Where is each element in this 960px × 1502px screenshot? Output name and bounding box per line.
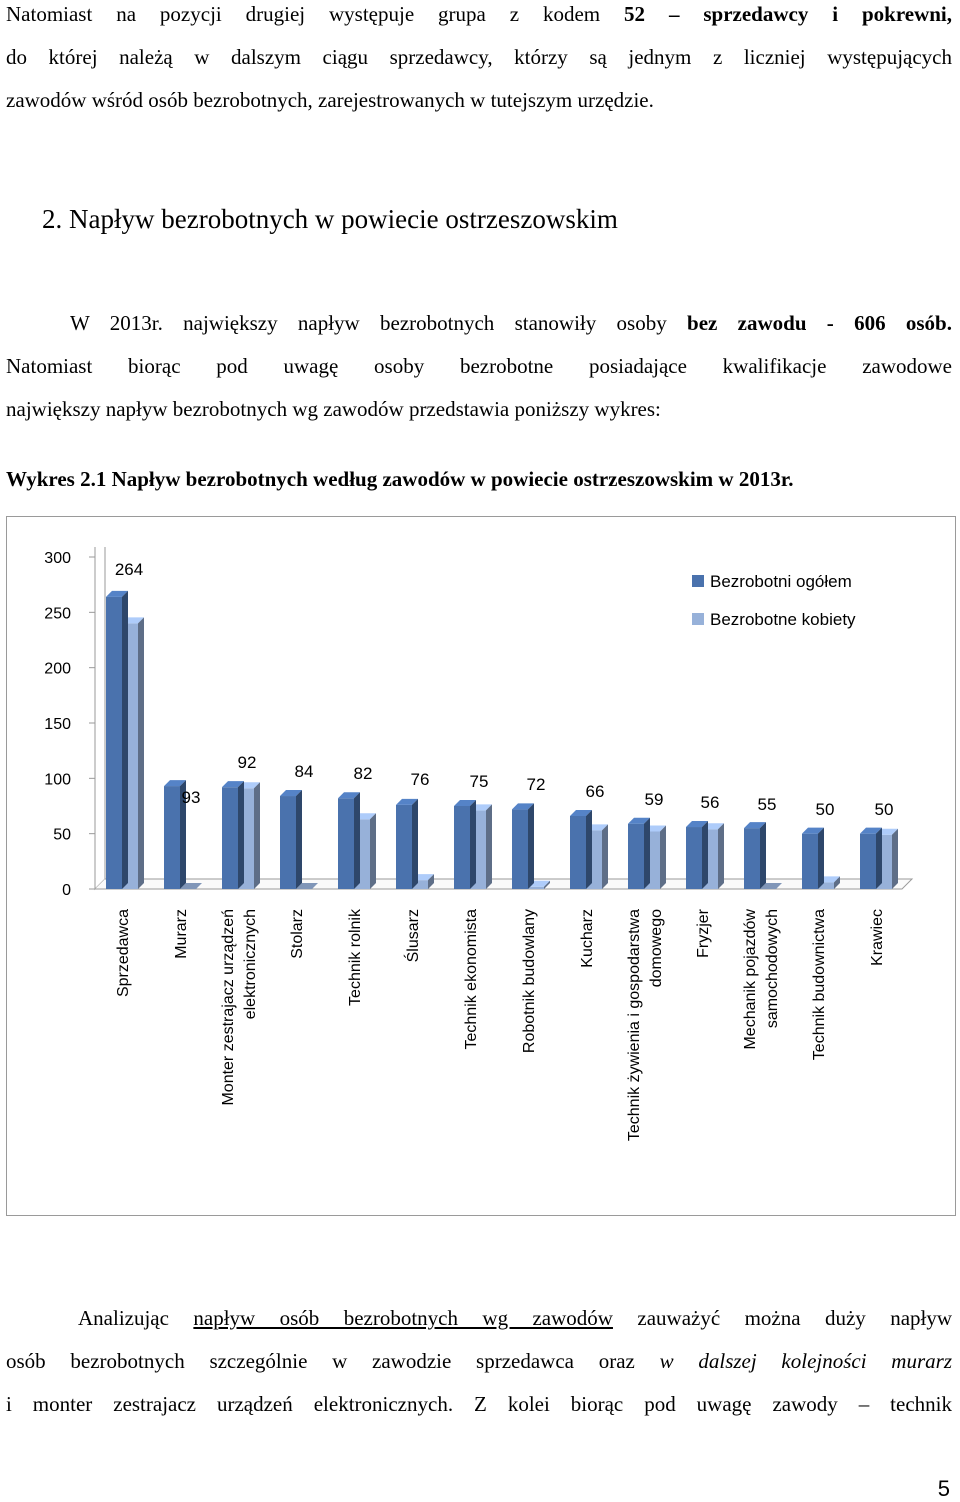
chart-back-wall: [95, 547, 105, 889]
category-label: Technik budownictwa: [811, 909, 829, 1061]
bar-ogolem: [512, 803, 534, 889]
section-line-2: Natomiast biorąc pod uwagę osoby bezrobotne posiadające kwalifikacje zawodowe: [6, 354, 952, 378]
legend-label: Bezrobotni ogółem: [710, 572, 852, 591]
legend-swatch: [692, 613, 704, 625]
category-label: Robotnik budowlany: [521, 909, 539, 1054]
data-label: 50: [874, 800, 894, 819]
legend-label: Bezrobotne kobiety: [710, 610, 856, 629]
y-tick-label: 50: [53, 826, 71, 844]
chart-caption: Wykres 2.1 Napływ bezrobotnych według zawodów w powiecie ostrzeszowskim w 2013r.: [6, 467, 794, 491]
data-label: 55: [757, 795, 777, 814]
intro-paragraph: [6, 0, 952, 122]
category-label: Murarz: [173, 909, 191, 959]
category-label: Stolarz: [289, 909, 307, 959]
bar-ogolem: [280, 790, 302, 889]
category-label: Fryzjer: [695, 909, 713, 958]
category-label: elektronicznych: [242, 909, 260, 1020]
y-tick-label: 100: [44, 771, 71, 789]
analysis-line-1: Analizując napływ osób bezrobotnych wg zawodów zauważyć można duży napływ: [78, 1306, 953, 1330]
bar-chart: [7, 517, 954, 1214]
data-label: 66: [585, 782, 605, 801]
y-tick-label: 150: [44, 716, 71, 733]
section-heading: 2. Napływ bezrobotnych w powiecie ostrzeszowskim: [42, 204, 618, 234]
data-label: 56: [700, 793, 720, 812]
section-paragraph: [6, 302, 952, 431]
data-label: 93: [181, 788, 201, 807]
analysis-italic: w dalszej kolejności murarz: [659, 1349, 952, 1373]
bar-ogolem: [222, 781, 244, 889]
category-label: Monter zestrajacz urządzeń: [220, 909, 238, 1106]
category-label: Sprzedawca: [115, 909, 133, 998]
category-label: Kucharz: [579, 909, 597, 968]
y-tick-label: 300: [44, 550, 71, 567]
category-label: Krawiec: [869, 909, 887, 966]
page-number: 5: [937, 1476, 950, 1501]
intro-line-1: Natomiast na pozycji drugiej występuje grupa z kodem 52 – sprzedawcy i pokrewni,: [6, 2, 953, 26]
analysis-line-3: i monter zestrajacz urządzeń elektronicznych. Z kolei biorąc pod uwagę zawody – technik: [6, 1392, 952, 1416]
category-label: samochodowych: [764, 909, 782, 1029]
y-tick-label: 0: [62, 882, 71, 899]
data-label: 92: [237, 753, 257, 772]
bar-ogolem: [686, 821, 708, 889]
data-label: 50: [815, 800, 835, 819]
data-label: 76: [410, 770, 430, 789]
bar-ogolem: [802, 828, 824, 889]
bar-ogolem: [396, 799, 418, 889]
section-line-1: W 2013r. największy napływ bezrobotnych stanowiły osoby bez zawodu - 606 osób.: [70, 311, 952, 335]
category-label: Mechanik pojazdów: [742, 909, 760, 1050]
analysis-line-2: osób bezrobotnych szczególnie w zawodzie sprzedawca oraz w dalszej kolejności murarz: [6, 1349, 952, 1373]
bar-ogolem: [860, 828, 882, 889]
intro-line-3: zawodów wśród osób bezrobotnych, zarejestrowanych w tutejszym urzędzie.: [6, 88, 654, 112]
category-label: Technik rolnik: [347, 909, 365, 1006]
bar-ogolem: [106, 591, 128, 889]
data-label: 59: [644, 790, 664, 809]
section-line-3: największy napływ bezrobotnych wg zawodów przedstawia poniższy wykres:: [6, 397, 661, 421]
analysis-underlined: napływ osób bezrobotnych wg zawodów: [193, 1306, 613, 1330]
data-label: 75: [469, 772, 489, 791]
bar-ogolem: [628, 818, 650, 889]
group-name: sprzedawcy i pokrewni,: [703, 2, 953, 26]
group-code: 52 –: [624, 2, 680, 26]
category-label: Technik żywienia i gospodarstwa: [626, 909, 644, 1142]
category-label: domowego: [648, 909, 666, 988]
legend-swatch: [692, 575, 704, 587]
data-label: 72: [526, 775, 546, 794]
bar-ogolem: [744, 822, 766, 889]
analysis-paragraph: [6, 1297, 952, 1426]
bar-ogolem: [454, 800, 476, 889]
data-label: 264: [114, 560, 144, 579]
category-label: Technik ekonomista: [463, 909, 481, 1050]
y-tick-label: 200: [44, 660, 71, 678]
intro-line-2: do której należą w dalszym ciągu sprzedawcy, którzy są jednym z liczniej występujących: [6, 45, 952, 69]
y-tick-label: 250: [44, 605, 71, 623]
no-profession-count: bez zawodu - 606 osób.: [687, 311, 952, 335]
bar-ogolem: [338, 792, 360, 889]
bar-ogolem: [570, 810, 592, 889]
data-label: 82: [353, 764, 373, 783]
chart-floor: [95, 879, 912, 889]
data-label: 84: [294, 762, 314, 781]
category-label: Ślusarz: [405, 909, 423, 963]
chart-frame: [6, 516, 956, 1216]
